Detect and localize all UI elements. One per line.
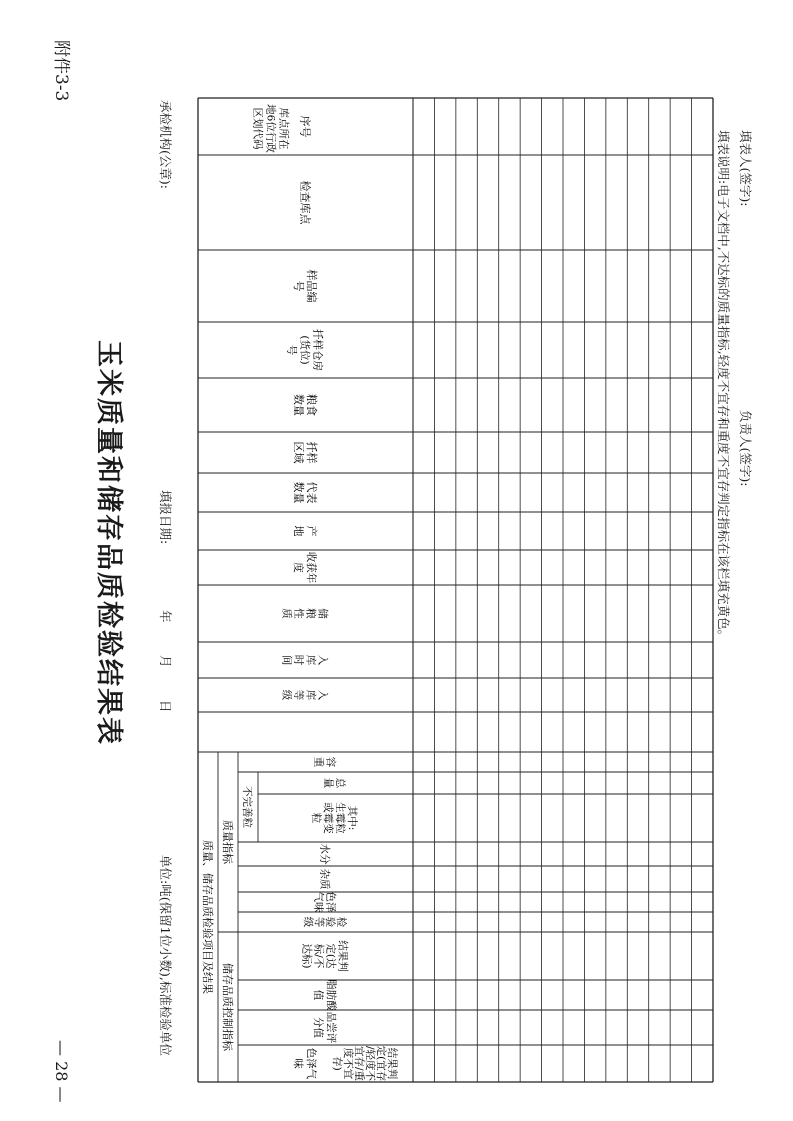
- header-imperfect-mold: 其中:生霉粒或霉变粒: [310, 802, 358, 834]
- header-imperfect-kernel: 不完善粒: [241, 786, 253, 828]
- header-sample-area: 扦样区域: [292, 441, 318, 464]
- header-origin: 产地: [292, 525, 318, 537]
- unit-label: 单位:吨(保留1位小数),标准检验单位: [158, 855, 173, 1056]
- header-seq: 序号: [298, 115, 312, 138]
- header-storage-color-odor: 色泽气味: [292, 1047, 317, 1080]
- header-depot: 检查库点: [298, 180, 312, 225]
- header-reserve-nature: 储粮性质: [280, 608, 329, 619]
- header-taste-score: 品尝评分值: [312, 1011, 337, 1044]
- day-label: 日: [158, 700, 173, 713]
- header-storage-result: 结果判定(宜存/轻度不宜存/重度不宜存): [331, 1045, 398, 1082]
- header-storage-time: 入库时间: [280, 654, 329, 666]
- header-sample-no: 样品编号: [292, 269, 318, 303]
- header-color-odor: 色泽气味: [312, 891, 337, 913]
- header-bulk-density: 容重: [312, 756, 337, 768]
- attachment-label: 附件3-3: [51, 40, 71, 102]
- header-region-code: 库点所在地6位行政区划代码: [251, 104, 290, 153]
- header-grade: 检验等级: [302, 916, 347, 928]
- header-group-main: 质量、储存品质检验项目及结果: [201, 840, 214, 994]
- year-label: 年: [158, 610, 173, 623]
- header-harvest-year: 收获年度: [292, 551, 317, 584]
- header-quality-result: 结果判定(达标/不达标): [300, 940, 349, 972]
- header-fatty-acid: 脂肪酸值: [312, 979, 337, 1011]
- report-date-label: 填报日期:: [158, 490, 173, 545]
- responsible-signature-label: 负责人(签字):: [738, 410, 753, 487]
- page-title: 玉米质量和储存品质检验结果表: [93, 340, 124, 746]
- page-number: — 28 —: [52, 1040, 71, 1103]
- header-group-storage: 储存品质控制指标: [221, 963, 234, 1051]
- filler-signature-label: 填表人(签字):: [738, 130, 753, 207]
- month-label: 月: [158, 655, 173, 668]
- header-impurity: 杂质: [318, 868, 331, 890]
- header-group-quality: 质量指标: [221, 820, 234, 864]
- header-representative-quantity: 代表数量: [292, 481, 318, 504]
- header-storage-grade: 入库等级: [280, 689, 329, 701]
- header-storage-location: 扦样仓房(货位)号: [285, 329, 324, 371]
- header-moisture: 水分: [318, 843, 331, 865]
- filling-instructions: 填表说明:电子文档中,不达标的质量指标,轻度不宜存和重度不宜存判定指标在该栏填充黄色。: [716, 130, 731, 643]
- inspector-org-label: 承检机构(公章):: [158, 100, 173, 189]
- header-imperfect-total: 总量: [322, 777, 346, 789]
- header-grain-quantity: 粮食数量: [292, 394, 318, 416]
